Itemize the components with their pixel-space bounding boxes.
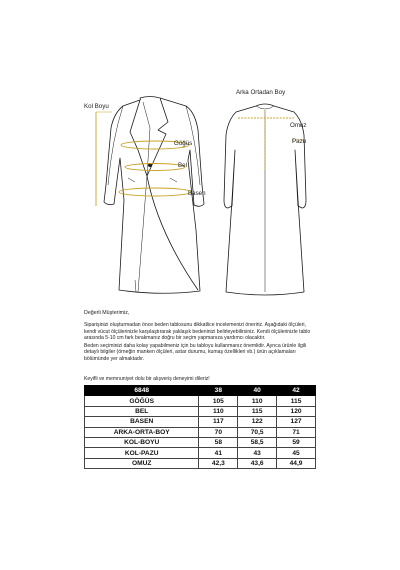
label-chest: Göğüs xyxy=(174,140,193,147)
cell-value: 105 xyxy=(199,396,238,406)
table-row xyxy=(85,396,316,406)
row-label: GÖĞÜS xyxy=(85,396,199,406)
cell-value: 71 xyxy=(277,427,316,437)
cell-value: 44,9 xyxy=(277,458,316,468)
cell-value: 115 xyxy=(238,406,277,416)
row-label: OMUZ xyxy=(85,458,199,468)
row-label: KOL-BOYU xyxy=(85,437,199,447)
header-size-42: 42 xyxy=(277,386,316,396)
cell-value: 110 xyxy=(238,396,277,406)
header-size-40: 40 xyxy=(238,386,277,396)
cell-value: 70,5 xyxy=(238,427,277,437)
cell-value: 120 xyxy=(277,406,316,416)
label-back-length: Arka Ortadan Boy xyxy=(236,89,286,96)
cell-value: 58,5 xyxy=(238,437,277,447)
table-row xyxy=(85,437,316,447)
label-shoulder: Omuz xyxy=(290,122,307,129)
table-row xyxy=(85,427,316,437)
cell-value: 45 xyxy=(277,448,316,458)
cell-value: 41 xyxy=(199,448,238,458)
cell-value: 110 xyxy=(199,406,238,416)
header-product-code: 6848 xyxy=(85,386,199,396)
cell-value: 70 xyxy=(199,427,238,437)
row-label: ARKA-ORTA-BOY xyxy=(85,427,199,437)
row-label: KOL-PAZU xyxy=(85,448,199,458)
table-row xyxy=(85,448,316,458)
info-paragraph-1: Siparişinizi oluşturmadan önce beden tablosunu dikkatlice incelemenizi öneririz. Aşağıdaki ölçüleri, kendi vücut ölçülerinizle karşılaştırarak yaklaşık bedeninizi belirleyebilirsiniz. Kendi ölçülerinizle tablo arasında 5-10 cm fark bırakmanız doğru bir seçim yapmanıza yardımcı olacaktır. xyxy=(84,322,311,342)
header-size-38: 38 xyxy=(199,386,238,396)
table-row xyxy=(85,417,316,427)
cell-value: 117 xyxy=(199,417,238,427)
info-text xyxy=(84,310,316,363)
cell-value: 43 xyxy=(238,448,277,458)
label-upper-arm: Pazu xyxy=(292,138,307,145)
label-hip: Basen xyxy=(188,190,206,197)
label-sleeve-length: Kol Boyu xyxy=(84,103,109,110)
cell-value: 42,3 xyxy=(199,458,238,468)
row-label: BEL xyxy=(85,406,199,416)
cell-value: 127 xyxy=(277,417,316,427)
table-header-row xyxy=(85,386,316,396)
closing-text: Keyifli ve memnuniyet dolu bir alışveriş deneyimi dileriz! xyxy=(84,376,210,382)
cell-value: 122 xyxy=(238,417,277,427)
info-paragraph-2: Beden seçiminizi daha kolay yapabilmeniz için bu tabloyu kullanmanız önemlidir. Ayrıca ürünle ilgili detaylı bilgiler (örneğin manken ölçüleri, astar durumu, kumaş özellikleri vb.) ürün açıklamaları bölümünde yer almaktadır. xyxy=(84,342,307,363)
table-row xyxy=(85,406,316,416)
size-table xyxy=(84,385,316,469)
row-label: BASEN xyxy=(85,417,199,427)
label-waist: Bel xyxy=(178,162,187,169)
cell-value: 59 xyxy=(277,437,316,447)
cell-value: 58 xyxy=(199,437,238,447)
cell-value: 43,6 xyxy=(238,458,277,468)
cell-value: 115 xyxy=(277,396,316,406)
greeting-text: Değerli Müşterimiz, xyxy=(84,310,130,316)
table-row xyxy=(85,458,316,468)
